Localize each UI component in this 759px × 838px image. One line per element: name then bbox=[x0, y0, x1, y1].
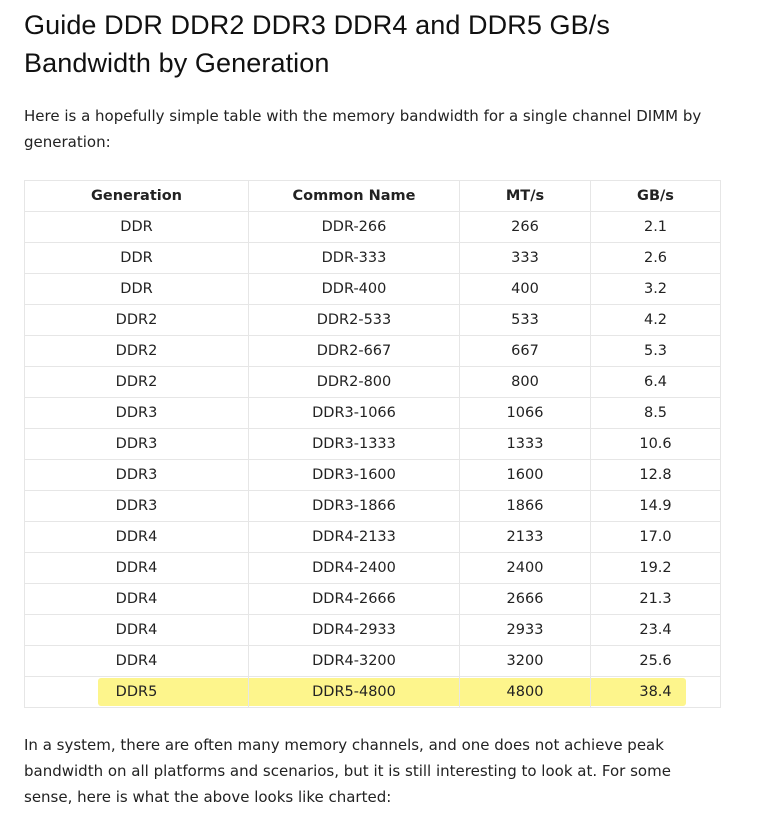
table-row bbox=[25, 491, 721, 522]
bandwidth-table-container bbox=[24, 180, 720, 708]
table-header bbox=[25, 181, 721, 212]
cell-common-name: DDR4-3200 bbox=[249, 646, 460, 677]
cell-mts: 1066 bbox=[460, 398, 591, 429]
table-row bbox=[25, 460, 721, 491]
table-row bbox=[25, 522, 721, 553]
cell-gbs: 21.3 bbox=[591, 584, 721, 615]
cell-gbs: 14.9 bbox=[591, 491, 721, 522]
cell-mts: 333 bbox=[460, 243, 591, 274]
table-row bbox=[25, 584, 721, 615]
cell-common-name: DDR4-2400 bbox=[249, 553, 460, 584]
cell-common-name: DDR-400 bbox=[249, 274, 460, 305]
table-row bbox=[25, 646, 721, 677]
cell-gbs: 3.2 bbox=[591, 274, 721, 305]
cell-common-name: DDR4-2666 bbox=[249, 584, 460, 615]
cell-common-name: DDR-266 bbox=[249, 212, 460, 243]
cell-gbs: 5.3 bbox=[591, 336, 721, 367]
cell-common-name: DDR2-800 bbox=[249, 367, 460, 398]
header-common-name: Common Name bbox=[249, 181, 460, 212]
cell-generation: DDR3 bbox=[25, 398, 249, 429]
cell-mts: 1333 bbox=[460, 429, 591, 460]
cell-gbs: 17.0 bbox=[591, 522, 721, 553]
header-generation: Generation bbox=[25, 181, 249, 212]
cell-mts: 533 bbox=[460, 305, 591, 336]
cell-gbs: 23.4 bbox=[591, 615, 721, 646]
cell-gbs: 8.5 bbox=[591, 398, 721, 429]
bandwidth-table bbox=[24, 180, 721, 708]
table-row bbox=[25, 336, 721, 367]
cell-generation: DDR bbox=[25, 243, 249, 274]
table-body bbox=[25, 212, 721, 708]
cell-generation: DDR2 bbox=[25, 305, 249, 336]
cell-generation: DDR3 bbox=[25, 460, 249, 491]
cell-generation: DDR4 bbox=[25, 522, 249, 553]
outro-paragraph: In a system, there are often many memory channels, and one does not achieve peak bandwidth on all platforms and scenarios, but it is still interesting to look at. For some sense, here is what the above looks like charted: bbox=[24, 736, 671, 806]
cell-common-name: DDR5-4800 bbox=[249, 677, 460, 708]
cell-generation: DDR2 bbox=[25, 336, 249, 367]
table-row bbox=[25, 212, 721, 243]
cell-gbs: 38.4 bbox=[591, 677, 721, 708]
cell-common-name: DDR3-1066 bbox=[249, 398, 460, 429]
cell-mts: 2933 bbox=[460, 615, 591, 646]
cell-mts: 400 bbox=[460, 274, 591, 305]
cell-mts: 1866 bbox=[460, 491, 591, 522]
header-mts: MT/s bbox=[460, 181, 591, 212]
cell-generation: DDR bbox=[25, 274, 249, 305]
cell-common-name: DDR2-667 bbox=[249, 336, 460, 367]
cell-common-name: DDR4-2133 bbox=[249, 522, 460, 553]
cell-gbs: 2.1 bbox=[591, 212, 721, 243]
cell-gbs: 19.2 bbox=[591, 553, 721, 584]
table-row bbox=[25, 367, 721, 398]
table-row bbox=[25, 429, 721, 460]
cell-generation: DDR2 bbox=[25, 367, 249, 398]
cell-gbs: 4.2 bbox=[591, 305, 721, 336]
cell-generation: DDR4 bbox=[25, 584, 249, 615]
table-row bbox=[25, 677, 721, 708]
cell-common-name: DDR2-533 bbox=[249, 305, 460, 336]
intro-paragraph: Here is a hopefully simple table with the memory bandwidth for a single channel DIMM by generation: bbox=[24, 107, 702, 151]
cell-mts: 2666 bbox=[460, 584, 591, 615]
cell-mts: 3200 bbox=[460, 646, 591, 677]
cell-mts: 266 bbox=[460, 212, 591, 243]
cell-gbs: 6.4 bbox=[591, 367, 721, 398]
cell-gbs: 25.6 bbox=[591, 646, 721, 677]
table-row bbox=[25, 243, 721, 274]
cell-common-name: DDR3-1333 bbox=[249, 429, 460, 460]
table-row bbox=[25, 615, 721, 646]
cell-gbs: 12.8 bbox=[591, 460, 721, 491]
table-header-row bbox=[25, 181, 721, 212]
cell-gbs: 10.6 bbox=[591, 429, 721, 460]
table-row bbox=[25, 398, 721, 429]
cell-mts: 800 bbox=[460, 367, 591, 398]
cell-common-name: DDR3-1866 bbox=[249, 491, 460, 522]
cell-common-name: DDR-333 bbox=[249, 243, 460, 274]
cell-mts: 1600 bbox=[460, 460, 591, 491]
cell-generation: DDR4 bbox=[25, 646, 249, 677]
cell-generation: DDR5 bbox=[25, 677, 249, 708]
table-row bbox=[25, 305, 721, 336]
cell-common-name: DDR3-1600 bbox=[249, 460, 460, 491]
cell-generation: DDR4 bbox=[25, 553, 249, 584]
cell-generation: DDR bbox=[25, 212, 249, 243]
cell-generation: DDR4 bbox=[25, 615, 249, 646]
cell-mts: 2400 bbox=[460, 553, 591, 584]
cell-generation: DDR3 bbox=[25, 429, 249, 460]
header-gbs: GB/s bbox=[591, 181, 721, 212]
cell-generation: DDR3 bbox=[25, 491, 249, 522]
cell-mts: 667 bbox=[460, 336, 591, 367]
cell-gbs: 2.6 bbox=[591, 243, 721, 274]
page-title: Guide DDR DDR2 DDR3 DDR4 and DDR5 GB/s Bandwidth by Generation bbox=[24, 10, 610, 78]
table-row bbox=[25, 274, 721, 305]
cell-mts: 4800 bbox=[460, 677, 591, 708]
cell-mts: 2133 bbox=[460, 522, 591, 553]
cell-common-name: DDR4-2933 bbox=[249, 615, 460, 646]
table-row bbox=[25, 553, 721, 584]
